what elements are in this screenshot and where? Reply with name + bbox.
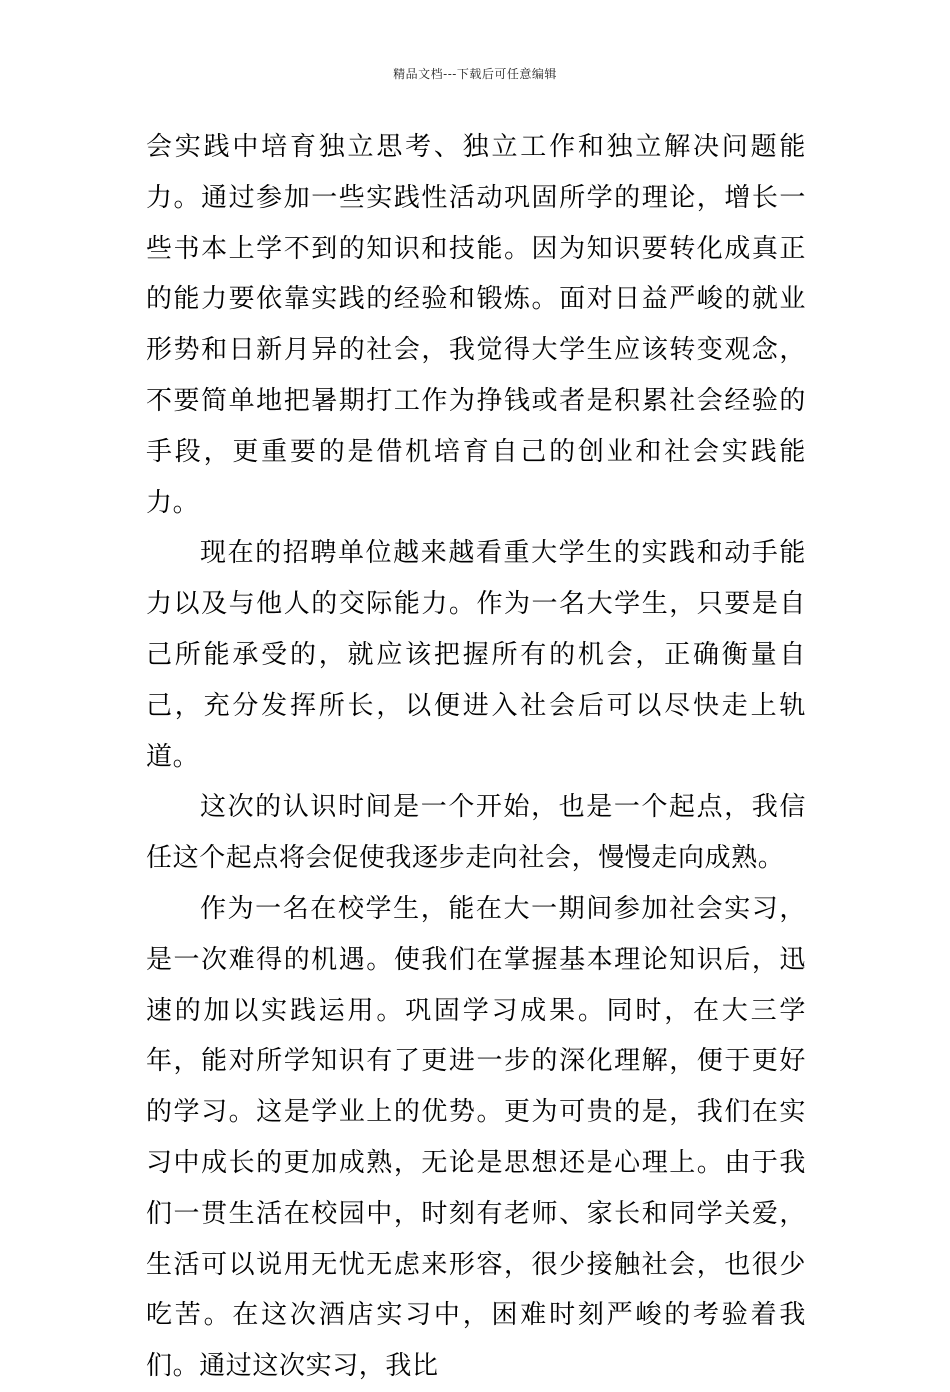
paragraph-continuation: 会实践中培育独立思考、独立工作和独立解决问题能力。通过参加一些实践性活动巩固所学的理论，增长一些书本上学不到的知识和技能。因为知识要转化成真正的能力要依靠实践的经验和锻炼。面对日益严峻的就业形势和日新月异的社会，我觉得大学生应该转变观念，不要简单地把暑期打工作为挣钱或者是积累社会经验的手段，更重要的是借机培育自己的创业和社会实践能力。 bbox=[146, 132, 806, 518]
page-header: 精品文档---下载后可任意编辑 bbox=[393, 67, 557, 81]
paragraph: 这次的认识时间是一个开始，也是一个起点，我信任这个起点将会促使我逐步走向社会，慢慢走向成熟。 bbox=[146, 792, 806, 874]
paragraph: 现在的招聘单位越来越看重大学生的实践和动手能力以及与他人的交际能力。作为一名大学生，只要是自己所能承受的，就应该把握所有的机会，正确衡量自己，充分发挥所长，以便进入社会后可以尽快走上轨道。 bbox=[146, 538, 806, 772]
paragraph: 作为一名在校学生，能在大一期间参加社会实习，是一次难得的机遇。使我们在掌握基本理论知识后，迅速的加以实践运用。巩固学习成果。同时，在大三学年，能对所学知识有了更进一步的深化理解，便于更好的学习。这是学业上的优势。更为可贵的是，我们在实习中成长的更加成熟，无论是思想还是心理上。由于我们一贯生活在校园中，时刻有老师、家长和同学关爱，生活可以说用无忧无虑来形容，很少接触社会，也很少吃苦。在这次酒店实习中，困难时刻严峻的考验着我们。通过这次实习，我比 bbox=[146, 893, 806, 1382]
document-body bbox=[146, 122, 806, 1392]
